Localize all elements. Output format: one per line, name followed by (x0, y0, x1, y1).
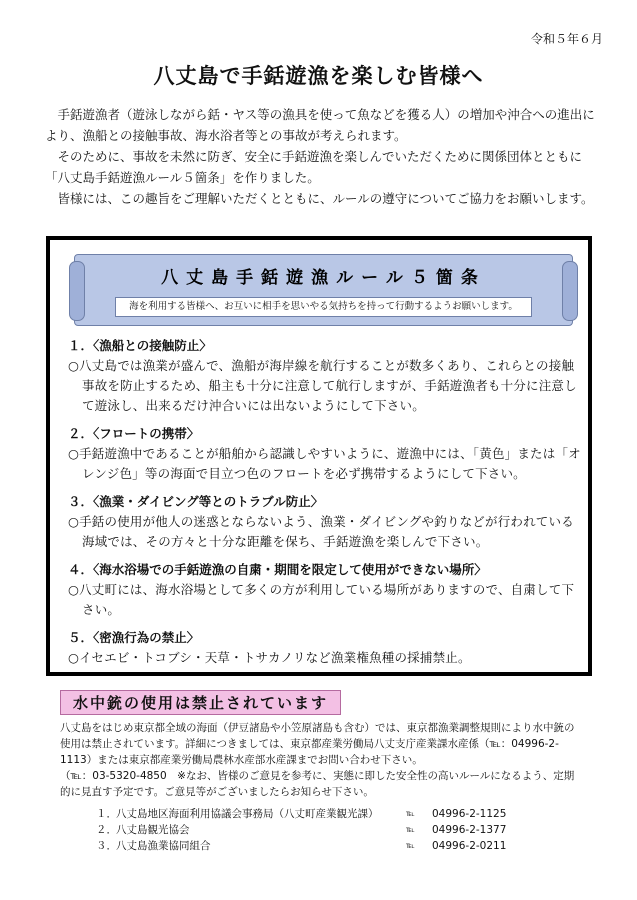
contact-item (96, 838, 536, 854)
rule-heading: １．〈漁船との接触防止〉 (68, 338, 212, 353)
contact-phone: 04996-2-1125 (432, 808, 507, 820)
contact-phone: 04996-2-1377 (432, 824, 507, 836)
rule-item (68, 492, 583, 552)
contact-name: 八丈島観光協会 (116, 824, 190, 836)
rule-item (68, 628, 583, 668)
rules-banner-title: 八丈島手銛遊漁ルール５箇条 (161, 268, 486, 288)
contact-name: 八丈島漁業協同組合 (116, 840, 211, 852)
rules-banner-subtitle: 海を利用する皆様へ、お互いに相手を思いやる気持ちを持って行動するようお願いします。 (115, 297, 532, 317)
rule-heading: ４．〈海水浴場での手銛遊漁の自粛・期間を限定して使用ができない場所〉 (68, 562, 487, 577)
intro-text (45, 104, 595, 209)
rules-list (68, 336, 583, 676)
warning-paragraph: 八丈島をはじめ東京都全域の海面（伊豆諸島や小笠原諸島も含む）では、東京都漁業調整規則により水中銃の使用は禁止されています。詳細につきましては、東京都産業労働局八丈支庁産業課水産係（℡：04996-2-1113）または東京都産業労働局農林水産部水産課までお問い合わせ下さい。 (60, 722, 575, 766)
contact-phone: 04996-2-0211 (432, 840, 507, 852)
contact-list (96, 806, 536, 854)
rules-box (46, 236, 592, 676)
rule-item (68, 336, 583, 416)
rule-body: ○八丈島では漁業が盛んで、漁船が海岸線を航行することが数多くあり、これらとの接触事故を防止するため、船主も十分に注意して航行しますが、手銛遊漁者も十分に注意して遊泳し、出来るだけ沖合いには出ないようにして下さい。 (68, 358, 577, 413)
intro-paragraph: 皆様には、この趣旨をご理解いただくとともに、ルールの遵守についてご協力をお願いします。 (57, 191, 594, 206)
page-title: 八丈島で手銛遊漁を楽しむ皆様へ (153, 64, 484, 88)
contact-item (96, 806, 536, 822)
contact-name: 八丈島地区海面利用協議会事務局（八丈町産業観光課） (116, 808, 379, 820)
tel-label: ℡ (406, 841, 415, 850)
rule-body: ○イセエビ・トコブシ・天草・トサカノリなど漁業権魚種の採捕禁止。 (68, 650, 471, 665)
warning-paragraph: （℡：03-5320-4850 ※なお、皆様のご意見を参考に、実態に即した安全性の高いルールになるよう、定期的に見直す予定です。ご意見等がございましたらお知らせ下さい。 (60, 770, 575, 798)
warning-heading: 水中銃の使用は禁止されています (60, 690, 341, 715)
rule-heading: ５．〈密漁行為の禁止〉 (68, 630, 200, 645)
tel-label: ℡ (406, 809, 415, 818)
intro-paragraph: 手銛遊漁者（遊泳しながら銛・ヤス等の漁具を使って魚などを獲る人）の増加や沖合への進出により、漁船との接触事故、海水浴者等との事故が考えられます。 (45, 107, 595, 143)
rule-heading: ２．〈フロートの携帯〉 (68, 426, 200, 441)
contact-item (96, 822, 536, 838)
contact-number: ２． (96, 824, 117, 836)
intro-paragraph: そのために、事故を未然に防ぎ、安全に手銛遊漁を楽しんでいただくために関係団体とともに「八丈島手銛遊漁ルール５箇条」を作りました。 (45, 149, 583, 185)
rule-item (68, 424, 583, 484)
rule-body: ○手銛の使用が他人の迷惑とならないよう、漁業・ダイビングや釣りなどが行われている海域では、その方々と十分な距離を保ち、手銛遊漁を楽しんで下さい。 (68, 514, 574, 549)
rules-banner (74, 254, 573, 326)
contact-number: １． (96, 808, 117, 820)
issue-date: 令和５年６月 (530, 32, 603, 46)
rule-body: ○八丈町には、海水浴場として多くの方が利用している場所がありますので、自粛して下さい。 (68, 582, 575, 617)
rule-body: ○手銛遊漁中であることが船舶から認識しやすいように、遊漁中には、「黄色」または「オレンジ色」等の海面で目立つ色のフロートを必ず携帯するようにして下さい。 (68, 446, 581, 481)
rule-heading: ３．〈漁業・ダイビング等とのトラブル防止〉 (68, 494, 324, 509)
warning-body (60, 720, 580, 800)
rule-item (68, 560, 583, 620)
contact-number: ３． (96, 840, 117, 852)
tel-label: ℡ (406, 825, 415, 834)
